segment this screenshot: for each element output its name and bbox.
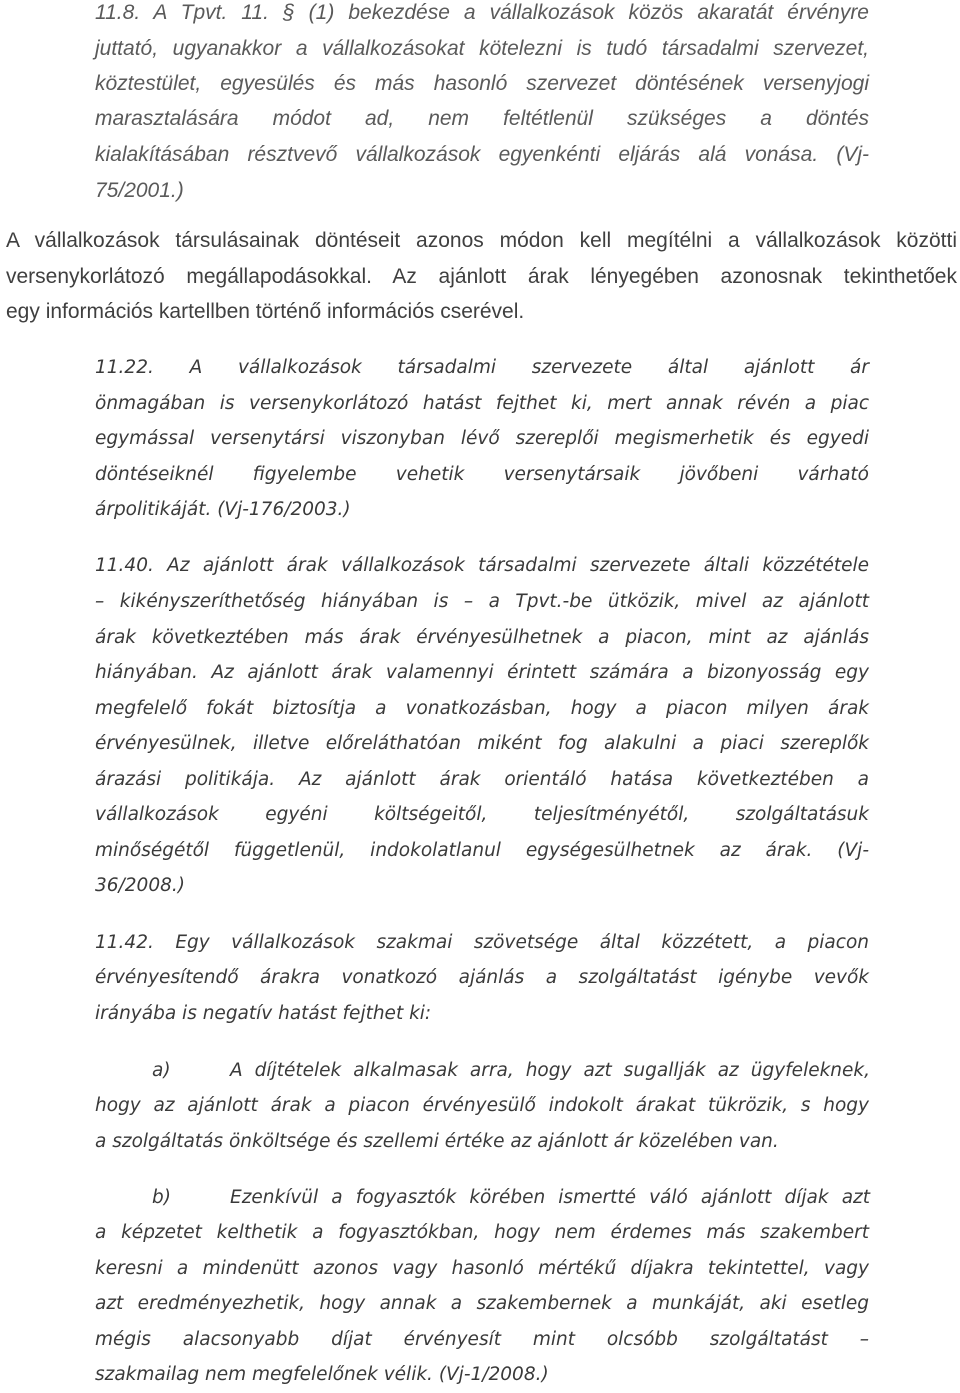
section-11-40-line-4: hiányában. Az ajánlott árak valamennyi érintett számára a bizonyosság egy xyxy=(95,662,869,683)
section-11-8-line-1: 11.8. A Tpvt. 11. § (1) bekezdése a vállalkozások közös akaratát érvényre xyxy=(95,1,869,24)
section-11-22-line-4: döntéseiknél figyelembe vehetik versenytársaik jövőbeni várható xyxy=(95,464,869,485)
section-11-22-line-2: önmagában is versenykorlátozó hatást fejthet ki, mert annak révén a piac xyxy=(95,393,869,414)
section-11-22-line-3: egymással versenytársi viszonyban lévő szereplői megismerhetik és egyedi xyxy=(95,428,869,449)
section-11-8-line-5: kialakításában résztvevő vállalkozások egyenkénti eljárás alá vonása. (Vj- xyxy=(95,143,869,166)
section-11-40-line-3: árak következtében más árak érvényesülhetnek a piacon, mint az ajánlás xyxy=(95,627,869,648)
section-11-42-line-2: érvényesítendő árakra vonatkozó ajánlás a szolgáltatást igénybe vevők xyxy=(95,967,869,988)
section-11-22-line-1: 11.22. A vállalkozások társadalmi szervezete által ajánlott ár xyxy=(95,357,869,378)
section-11-42-line-1: 11.42. Egy vállalkozások szakmai szövetsége által közzétett, a piacon xyxy=(95,932,869,953)
list-item-b-line-6: szakmailag nem megfelelőnek vélik. (Vj-1/2008.) xyxy=(95,1364,549,1385)
list-item-a-label: a) xyxy=(152,1060,171,1081)
paragraph-line-3: egy információs kartellben történő információs cserével. xyxy=(6,300,525,323)
section-11-8-line-4: marasztalására módot ad, nem feltétlenül szükséges a döntés xyxy=(95,107,869,130)
section-11-40-line-8: vállalkozások egyéni költségeitől, teljesítményétől, szolgáltatásuk xyxy=(95,804,869,825)
list-item-b-line-5: mégis alacsonyabb díjat érvényesít mint olcsóbb szolgáltatást – xyxy=(95,1329,869,1350)
section-11-42-line-3: irányába is negatív hatást fejthet ki: xyxy=(95,1003,432,1024)
section-11-40-line-9: minőségétől függetlenül, indokolatlanul egységesülhetnek az árak. (Vj- xyxy=(95,840,869,861)
paragraph-line-2: versenykorlátozó megállapodásokkal. Az ajánlott árak lényegében azonosnak tekinthetőek xyxy=(6,265,957,288)
list-item-b-line-3: keresni a mindenütt azonos vagy hasonló mértékű díjakra tekintettel, vagy xyxy=(95,1258,869,1279)
section-11-40-line-1: 11.40. Az ajánlott árak vállalkozások társadalmi szervezete általi közzététele xyxy=(95,555,869,576)
list-item-b-line-1: Ezenkívül a fogyasztók körében ismertté váló ajánlott díjak azt xyxy=(230,1187,870,1208)
section-11-40-line-5: megfelelő fokát biztosítja a vonatkozásban, hogy a piacon milyen árak xyxy=(95,698,869,719)
list-item-a-line-1: A díjtételek alkalmasak arra, hogy azt sugallják az ügyfeleknek, xyxy=(230,1060,870,1081)
section-11-8-line-6: 75/2001.) xyxy=(95,179,184,202)
section-11-40-line-2: – kikényszeríthetőség hiányában is – a Tpvt.-be ütközik, mivel az ajánlott xyxy=(95,591,869,612)
list-item-b-label: b) xyxy=(152,1187,171,1208)
section-11-40-line-10: 36/2008.) xyxy=(95,875,185,896)
section-11-22-line-5: árpolitikáját. (Vj-176/2003.) xyxy=(95,499,351,520)
list-item-b-line-4: azt eredményezhetik, hogy annak a szakembernek a munkáját, aki esetleg xyxy=(95,1293,869,1314)
section-11-40-line-6: érvényesülnek, illetve előreláthatóan miként fog alakulni a piaci szereplők xyxy=(95,733,869,754)
section-11-8-line-3: köztestület, egyesülés és más hasonló szervezet döntésének versenyjogi xyxy=(95,72,869,95)
section-11-8-line-2: juttató, ugyanakkor a vállalkozásokat kötelezni is tudó társadalmi szervezet, xyxy=(95,37,869,60)
paragraph-line-1: A vállalkozások társulásainak döntéseit azonos módon kell megítélni a vállalkozások közötti xyxy=(6,229,957,252)
list-item-a-line-2: hogy az ajánlott árak a piacon érvényesülő indokolt árakat tükrözik, s hogy xyxy=(95,1095,869,1116)
section-11-40-line-7: árazási politikája. Az ajánlott árak orientáló hatása következtében a xyxy=(95,769,869,790)
list-item-a-line-3: a szolgáltatás önköltsége és szellemi értéke az ajánlott ár közelében van. xyxy=(95,1131,779,1152)
list-item-b-line-2: a képzetet kelthetik a fogyasztókban, hogy nem érdemes más szakembert xyxy=(95,1222,869,1243)
